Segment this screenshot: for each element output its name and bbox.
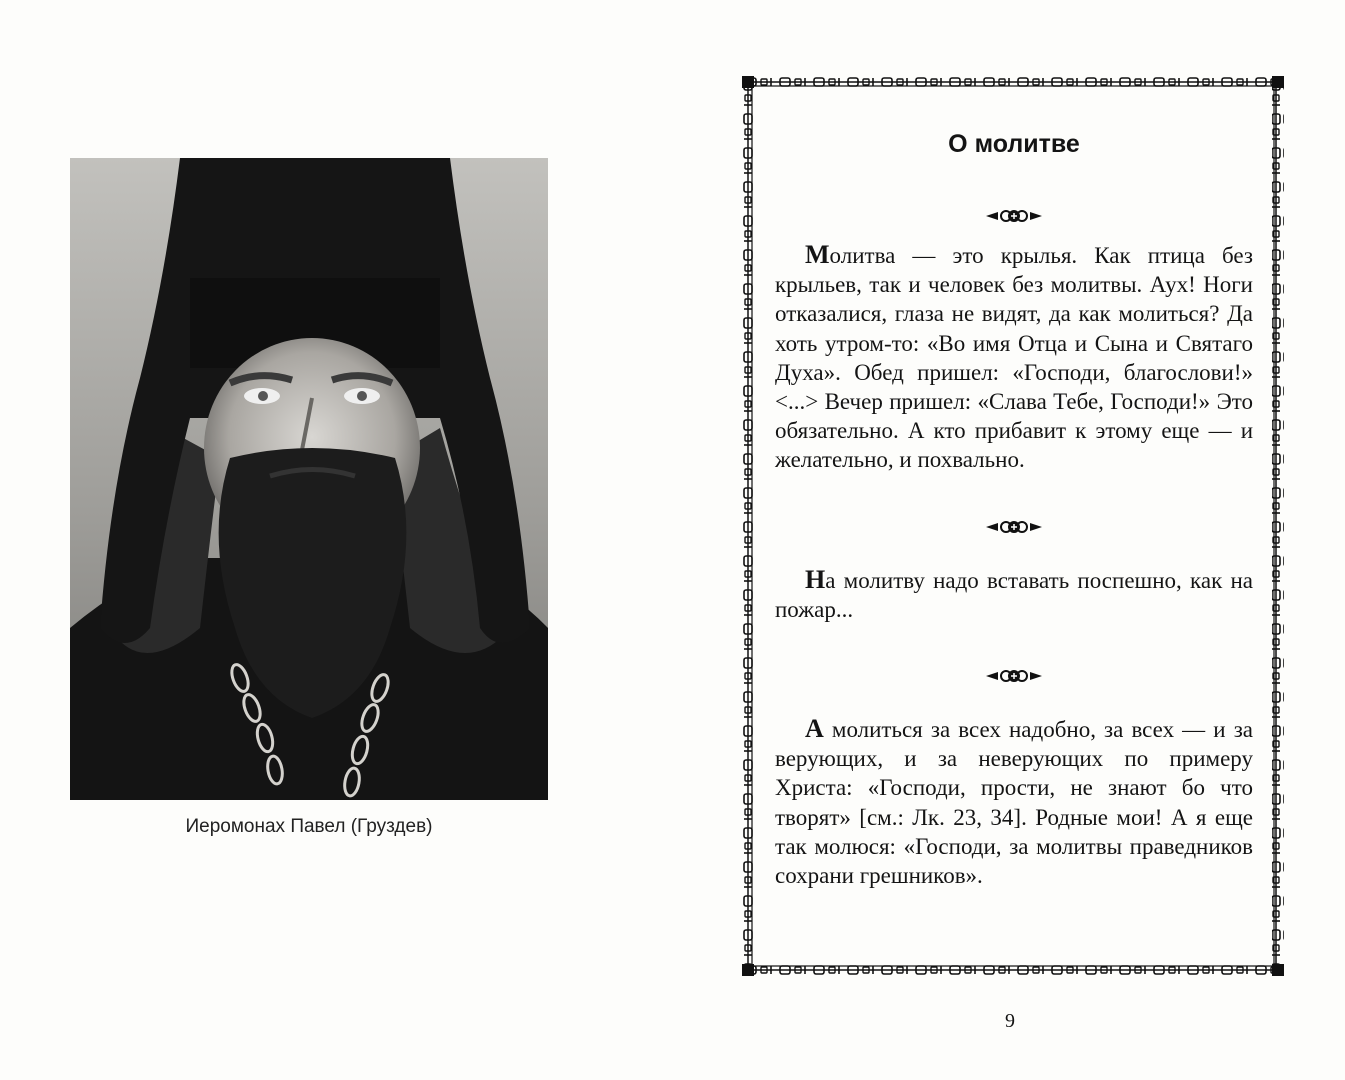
paragraph-1 — [775, 240, 1253, 475]
paragraph-text: олитва — это крылья. Как птица без крыльев, так и человек без молитвы. Аух! Ноги отказалися, глаза не видят, да как молиться? Да хоть утром-то: «Во имя Отца и Сына и Святаго Духа». Обед пришел: «Господи, благослови!» <...> Вечер пришел: «Слава Тебе, Господи!» Это обязательно. А кто прибавит к этому еще — и желательно, и похвально. — [775, 243, 1253, 473]
drop-cap: А — [805, 714, 824, 744]
drop-cap: Н — [805, 564, 826, 594]
page-number: 9 — [1005, 1010, 1015, 1032]
ornament-divider-icon — [775, 664, 1253, 688]
paragraph-3 — [775, 714, 1253, 890]
page-title: О молитве — [948, 130, 1080, 158]
drop-cap: М — [805, 240, 830, 269]
paragraph-text: а молитву надо вставать поспешно, как на пожар... — [775, 567, 1253, 622]
portrait-photo — [70, 158, 548, 800]
page-content — [775, 120, 1253, 890]
paragraph-2 — [775, 565, 1253, 624]
ornament-divider-icon — [775, 204, 1253, 228]
photo-caption: Иеромонах Павел (Груздев) — [185, 816, 433, 837]
paragraph-text: молиться за всех надобно, за всех — и за верующих, и за неверующих по примеру Христа: «Господи, прости, не знают бо что творят» [см.: Лк. 23, 34]. Родные мои! А я еще так молюся: «Господи, за молитвы праведников сохрани грешников». — [775, 717, 1253, 889]
ornament-divider-icon — [775, 515, 1253, 539]
